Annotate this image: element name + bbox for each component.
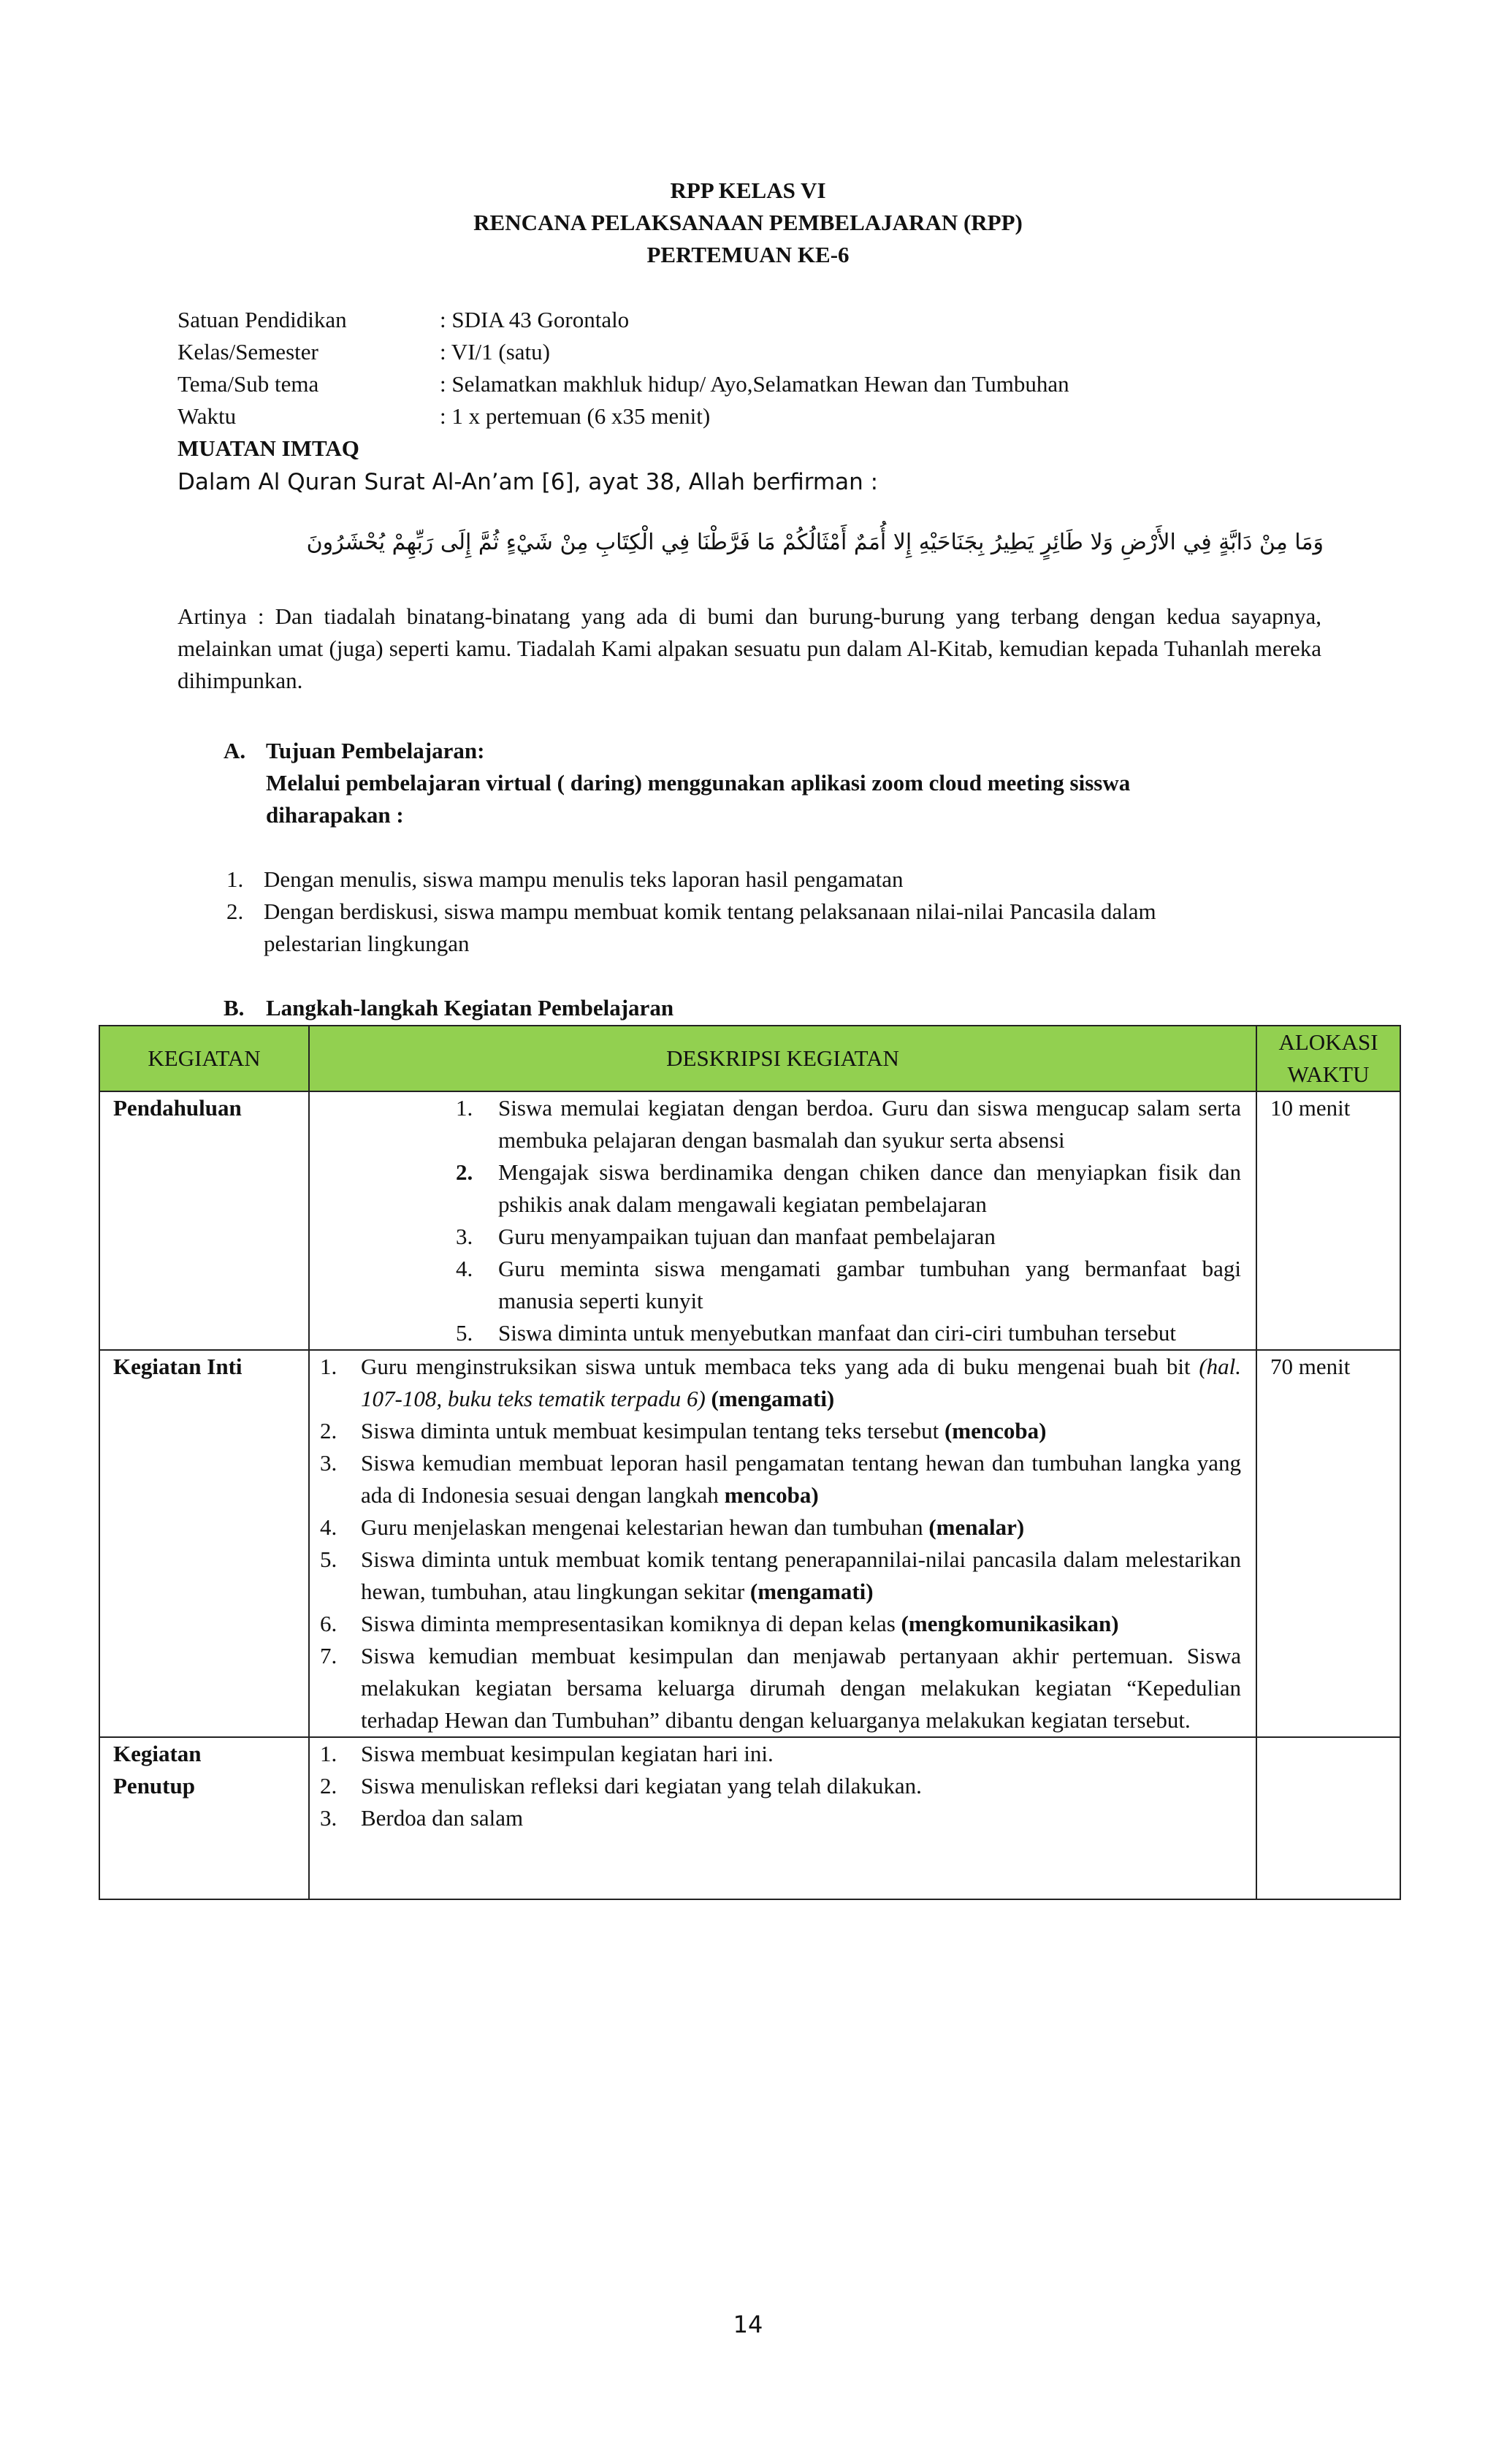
- row-steps-pendahuluan: [309, 1091, 1256, 1350]
- info-value: : Selamatkan makhluk hidup/ Ayo,Selamatkan Hewan dan Tumbuhan: [440, 371, 1069, 397]
- header-alokasi: ALOKASI WAKTU: [1256, 1026, 1400, 1091]
- row-label-inti: Kegiatan Inti: [99, 1350, 309, 1737]
- info-value: : SDIA 43 Gorontalo: [440, 307, 630, 332]
- step-item: 5. Siswa diminta untuk menyebutkan manfaat dan ciri-ciri tumbuhan tersebut: [456, 1320, 1177, 1346]
- step-item: 2. Mengajak siswa berdinamika dengan chiken dance dan menyiapkan fisik dan pshikis anak dalam mengawali kegiatan pembelajaran: [456, 1159, 1241, 1217]
- info-label: Satuan Pendidikan: [178, 307, 347, 332]
- table-row: [99, 1091, 1400, 1350]
- info-label: Kelas/Semester: [178, 339, 318, 365]
- doc-title-line3: PERTEMUAN KE-6: [646, 242, 850, 267]
- row-label-penutup: Kegiatan Penutup: [99, 1737, 309, 1899]
- info-value: : 1 x pertemuan (6 x35 menit): [440, 403, 711, 429]
- step-item: 5. Siswa diminta untuk membuat komik tentang penerapannilai-nilai pancasila dalam melestarikan hewan, tumbuhan, atau lingkungan sekitar (mengamati): [320, 1546, 1241, 1604]
- info-label: Tema/Sub tema: [178, 371, 319, 397]
- step-item: 1. Siswa memulai kegiatan dengan berdoa. Guru dan siswa mengucap salam serta membuka pelajaran dengan basmalah dan syukur serta absensi: [456, 1095, 1241, 1153]
- header-deskripsi: DESKRIPSI KEGIATAN: [309, 1026, 1256, 1091]
- row-label-pendahuluan: Pendahuluan: [99, 1091, 309, 1350]
- row-steps-inti: [309, 1350, 1256, 1737]
- step-item: 3. Berdoa dan salam: [320, 1805, 524, 1831]
- row-steps-penutup: [309, 1737, 1256, 1899]
- doc-title-line1: RPP KELAS VI: [670, 178, 826, 203]
- step-item: 2. Siswa diminta untuk membuat kesimpulan tentang teks tersebut (mencoba): [320, 1418, 1047, 1443]
- info-value: : VI/1 (satu): [440, 339, 550, 365]
- step-item: 4. Guru menjelaskan mengenai kelestarian hewan dan tumbuhan (menalar): [320, 1514, 1025, 1540]
- step-item: 1. Siswa membuat kesimpulan kegiatan hari ini.: [320, 1741, 774, 1766]
- verse-translation: Artinya : Dan tiadalah binatang-binatang yang ada di bumi dan burung-burung yang terbang dengan kedua sayapnya, melainkan umat (juga) seperti kamu. Tiadalah Kami alpakan sesuatu pun dalam Al-Kitab, kemudian kepada Tuhanlah mereka dihimpunkan.: [178, 603, 1321, 693]
- step-item: 6. Siswa diminta mempresentasikan komiknya di depan kelas (mengkomunikasikan): [320, 1611, 1119, 1636]
- row-time-inti: 70 menit: [1256, 1350, 1400, 1737]
- table-header-row: [99, 1026, 1400, 1091]
- doc-title-line2: RENCANA PELAKSANAAN PEMBELAJARAN (RPP): [473, 210, 1023, 235]
- step-item: 3. Siswa kemudian membuat leporan hasil pengamatan tentang hewan dan tumbuhan langka yang ada di Indonesia sesuai dengan langkah mencoba): [320, 1450, 1241, 1508]
- step-item: 1. Guru menginstruksikan siswa untuk membaca teks yang ada di buku mengenai buah bit (hal. 107-108, buku teks tematik terpadu 6) (mengamati): [320, 1354, 1241, 1411]
- table-row: [99, 1350, 1400, 1737]
- row-time-penutup: [1256, 1737, 1400, 1899]
- info-label: Waktu: [178, 403, 237, 429]
- step-item: 2. Siswa menuliskan refleksi dari kegiatan yang telah dilakukan.: [320, 1773, 922, 1799]
- page-number: 14: [733, 2311, 763, 2338]
- header-kegiatan: KEGIATAN: [99, 1026, 309, 1091]
- arabic-verse: وَمَا مِنْ دَابَّةٍ فِي الأَرْضِ وَلا طَائِرٍ يَطِيرُ بِجَنَاحَيْهِ إِلا أُمَمٌ أَمْثَالُكُمْ مَا فَرَّطْنَا فِي الْكِتَابِ مِنْ شَيْءٍ ثُمَّ إِلَى رَبِّهِمْ يُحْشَرُونَ: [306, 530, 1324, 555]
- activities-table: [99, 1025, 1401, 1900]
- row-time-pendahuluan: 10 menit: [1256, 1091, 1400, 1350]
- step-item: 7. Siswa kemudian membuat kesimpulan dan menjawab pertanyaan akhir pertemuan. Siswa melakukan kegiatan bersama keluarga dirumah dengan melakukan kegiatan “Kepedulian terhadap Hewan dan Tumbuhan” dibantu dengan keluarganya melakukan kegiatan tersebut.: [320, 1643, 1241, 1733]
- table-row: [99, 1737, 1400, 1899]
- document-page: RPP KELAS VI RENCANA PELAKSANAAN PEMBELAJARAN (RPP) PERTEMUAN KE-6 Satuan Pendidikan : SDIA 43 Gorontalo Kelas/Semester : VI/1 (satu) Tema/Sub tema : Selamatkan makhluk hidup/ Ayo,Selamatkan Hewan dan Tumbuhan Waktu : 1 x pertemuan (6 x35 menit) MUATAN IMTAQ Dalam Al Quran Surat Al-An’am [6], ayat 38, Allah berfirman : وَمَا مِنْ دَابَّةٍ فِي الأَرْضِ وَلا طَائِرٍ يَطِيرُ بِجَنَاحَيْهِ إِلا أُمَمٌ أَمْثَالُكُمْ مَا فَرَّطْنَا فِي الْكِتَابِ مِنْ شَيْءٍ ثُمَّ إِلَى رَبِّهِمْ يُحْشَرُونَ Artinya : Dan tiadalah binatang-binatang yang ada di bumi dan burung-burung yang terbang dengan kedua sayapnya, melainkan umat (juga) seperti kamu. Tiadalah Kami alpakan sesuatu pun dalam Al-Kitab, kemudian kepada Tuhanlah mereka dihimpunkan. A. Tujuan Pembelajaran: Melalui pembelajaran virtual ( daring) menggunakan aplikasi zoom cloud meeting sisswa diharapakan : 1. Dengan menulis, siswa mampu menulis teks laporan hasil pengamatan 2. Dengan berdiskusi, siswa mampu membuat komik tentang pelaksanaan nilai-nilai Pancasila dalam pelestarian lingkungan B. Langkah-langkah Kegiatan Pembelajaran KEGIATAN DESKRIPSI KEGIATAN ALOKASI WAKTU Pendahuluan 1. Siswa memulai kegiatan dengan berdoa. Guru dan siswa mengucap salam serta membuka pelajaran dengan basmalah dan syukur serta absensi 2. Mengajak siswa berdinamika dengan chiken dance dan menyiapkan fisik dan pshikis anak dalam mengawali kegiatan pembelajaran 3. Guru menyampaikan tujuan dan manfaat pembelajaran 4. Guru meminta siswa mengamati gambar tumbuhan yang bermanfaat bagi manusia seperti kunyit 5. Siswa diminta untuk menyebutkan manfaat dan ciri-ciri tumbuhan tersebut 10 menit Kegiatan Inti 1. Guru menginstruksikan siswa untuk membaca teks yang ada di buku mengenai buah bit (hal. 107-108, buku teks tematik terpadu 6) (mengamati) 2. Siswa diminta untuk membuat kesimpulan tentang teks tersebut (mencoba) 3. Siswa kemudian membuat leporan hasil pengamatan tentang hewan dan tumbuhan langka yang ada di Indonesia sesuai dengan langkah mencoba) 4. Guru menjelaskan mengenai kelestarian hewan dan tumbuhan (menalar) 5. Siswa diminta untuk membuat komik tentang penerapannilai-nilai pancasila dalam melestarikan hewan, tumbuhan, atau lingkungan sekitar (mengamati) 6. Siswa diminta mempresentasikan komiknya di depan kelas (mengkomunikasikan) 7. Siswa kemudian membuat kesimpulan dan menjawab pertanyaan akhir pertemuan. Siswa melakukan kegiatan bersama keluarga dirumah dengan melakukan kegiatan “Kepedulian terhadap Hewan dan Tumbuhan” dibantu dengan keluarganya melakukan kegiatan tersebut. 70 menit Kegiatan Penutup 1. Siswa membuat kesimpulan kegiatan hari ini. 2. Siswa menuliskan refleksi dari kegiatan yang telah dilakukan. 3. Berdoa dan salam 14: [0, 0, 1496, 2464]
- step-item: 3. Guru menyampaikan tujuan dan manfaat pembelajaran: [456, 1224, 996, 1249]
- step-item: 4. Guru meminta siswa mengamati gambar tumbuhan yang bermanfaat bagi manusia seperti kunyit: [456, 1256, 1241, 1313]
